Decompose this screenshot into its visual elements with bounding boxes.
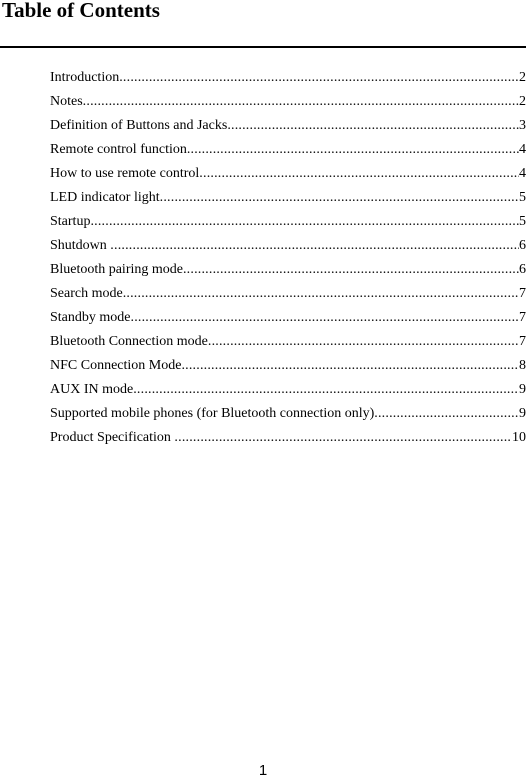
toc-entry-product-specification[interactable]	[50, 429, 526, 453]
toc-entry-label: Notes	[50, 94, 83, 109]
toc-dot-leader	[131, 309, 520, 326]
toc-entry-introduction[interactable]	[50, 69, 526, 93]
toc-entry-page: 9	[519, 406, 526, 421]
toc-entry-label: Bluetooth Connection mode	[50, 334, 208, 349]
toc-entry-search-mode[interactable]	[50, 285, 526, 309]
title-divider	[0, 46, 526, 48]
page-number: 1	[258, 762, 268, 779]
toc-entry-page: 4	[519, 142, 526, 157]
toc-entry-label: Product Specification	[50, 430, 175, 445]
toc-entry-page: 4	[519, 166, 526, 181]
toc-entry-page: 6	[519, 262, 526, 277]
toc-entry-label: Bluetooth pairing mode	[50, 262, 183, 277]
toc-dot-leader	[119, 69, 519, 86]
toc-entry-use-remote-control[interactable]	[50, 165, 526, 189]
toc-entry-bluetooth-pairing[interactable]	[50, 261, 526, 285]
toc-entry-page: 10	[512, 430, 526, 445]
toc-entry-page: 3	[519, 118, 526, 133]
toc-entry-page: 5	[519, 214, 526, 229]
toc-entry-remote-control-function[interactable]	[50, 141, 526, 165]
toc-dot-leader	[174, 429, 512, 446]
toc-dot-leader	[133, 381, 519, 398]
toc-entry-label: Supported mobile phones (for Bluetooth connection only)	[50, 406, 375, 421]
toc-dot-leader	[374, 405, 519, 422]
toc-entry-label: How to use remote control	[50, 166, 200, 181]
toc-dot-leader	[123, 285, 519, 302]
toc-entry-label: Standby mode	[50, 310, 131, 325]
toc-dot-leader	[160, 189, 519, 206]
toc-entry-startup[interactable]	[50, 213, 526, 237]
toc-dot-leader	[90, 213, 519, 230]
toc-entry-shutdown[interactable]	[50, 237, 526, 261]
toc-entry-label: Definition of Buttons and Jacks	[50, 118, 228, 133]
toc-entry-page: 7	[519, 286, 526, 301]
toc-entry-page: 8	[519, 358, 526, 373]
toc-entry-aux-in[interactable]	[50, 381, 526, 405]
toc-entry-bluetooth-connection[interactable]	[50, 333, 526, 357]
toc-dot-leader	[187, 141, 519, 158]
toc-dot-leader	[181, 357, 519, 374]
toc-dot-leader	[208, 333, 519, 350]
toc-entry-buttons-and-jacks[interactable]	[50, 117, 526, 141]
toc-dot-leader	[83, 93, 519, 110]
toc-entry-label: Shutdown	[50, 238, 111, 253]
toc-dot-leader	[199, 165, 519, 182]
toc-dot-leader	[110, 237, 519, 254]
toc-entry-page: 5	[519, 190, 526, 205]
toc-entry-nfc-connection[interactable]	[50, 357, 526, 381]
toc-entry-label: Startup	[50, 214, 91, 229]
toc-entry-standby-mode[interactable]	[50, 309, 526, 333]
toc-entry-page: 7	[519, 310, 526, 325]
toc-entry-label: LED indicator light	[50, 190, 160, 205]
toc-entry-page: 6	[519, 238, 526, 253]
toc-entry-page: 2	[519, 70, 526, 85]
toc-entry-label: NFC Connection Mode	[50, 358, 182, 373]
toc-entry-page: 9	[519, 382, 526, 397]
toc-dot-leader	[183, 261, 519, 278]
toc-entry-label: Remote control function	[50, 142, 187, 157]
toc-entry-label: AUX IN mode	[50, 382, 134, 397]
toc-entry-supported-phones[interactable]	[50, 405, 526, 429]
toc-entry-led-indicator[interactable]	[50, 189, 526, 213]
toc-dot-leader	[227, 117, 519, 134]
page-title: Table of Contents	[2, 0, 160, 22]
toc-entry-notes[interactable]	[50, 93, 526, 117]
toc-list	[50, 69, 526, 453]
toc-entry-label: Search mode	[50, 286, 123, 301]
toc-entry-label: Introduction	[50, 70, 120, 85]
toc-entry-page: 2	[519, 94, 526, 109]
toc-entry-page: 7	[519, 334, 526, 349]
